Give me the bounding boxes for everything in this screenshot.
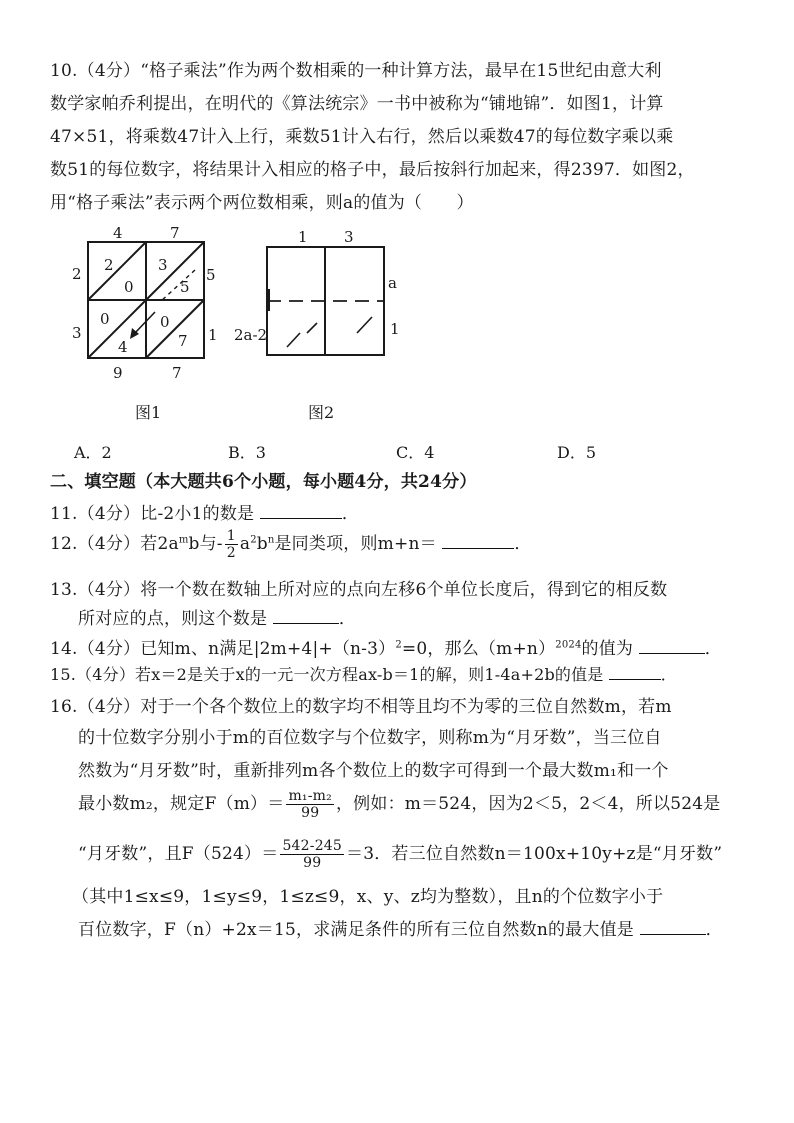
q10-text-line1: 10.（4分）“格子乘法”作为两个数相乘的一种计算方法，最早在15世纪由意大利 — [50, 61, 662, 81]
q16-text-line4-pre: 最小数m₂，规定F（m）＝ — [78, 794, 285, 814]
q16-line5 — [78, 838, 722, 871]
q16-formula-fraction: $\frac{\text{m₁-m₂}}{99}$ — [288, 788, 332, 821]
q16-text-line5-pre: “月牙数”，且F（524）＝ — [78, 844, 279, 864]
q12-text-mid1: b与- — [188, 534, 223, 554]
q11-answer-blank — [260, 504, 342, 519]
q16-example-fraction: $\frac{542-245}{99}$ — [282, 838, 343, 871]
fig1-cell-3: 3 — [158, 256, 168, 274]
q12-exp-n: n — [267, 534, 275, 546]
q11: 11.（4分）比-2小1的数是 ． — [50, 504, 360, 524]
figure-1-lattice — [60, 222, 230, 387]
q14-text-mid: =0，那么（m+n） — [401, 639, 556, 659]
fig1-top-4: 4 — [113, 224, 123, 242]
fig1-cell-0c: 0 — [160, 313, 170, 331]
q12-text-mid3: b — [256, 534, 268, 554]
fig2-diagonal-stroke-3 — [357, 317, 372, 333]
q10-text-line4: 数51的每位数字，将结果计入相应的格子中，最后按斜行加起来，得2397．如图2， — [50, 160, 695, 180]
fig2-left-2a-2: 2a-2 — [234, 326, 268, 344]
q13-line2: 所对应的点，则这个数是 ． — [78, 609, 357, 629]
fig2-right-a: a — [388, 274, 397, 292]
q12: 12.（4分）若$2a^mb$与- $\frac{1}{2}$ $a^2b^n$是同类项，则m+n＝ ． — [50, 528, 532, 561]
option-b: B．3 — [228, 443, 266, 462]
option-a: A．2 — [74, 443, 112, 462]
q12-text-mid2: a — [239, 534, 251, 554]
q10-text-line3: 47×51，将乘数47计入上行，乘数51计入右行，然后以乘数47的每位数字乘以乘 — [50, 127, 674, 147]
fig1-left-3: 3 — [72, 324, 82, 342]
q15: 15.（4分）若x＝2是关于x的一元一次方程ax-b＝1的解，则1-4a+2b的值是 ． — [50, 665, 677, 684]
q14-exp-2024: 2024 — [555, 639, 582, 651]
q12-answer-blank — [442, 534, 514, 549]
q16-text-line3: 然数为“月牙数”时，重新排列m各个数位上的数字可得到一个最大数m₁和一个 — [78, 761, 669, 781]
figure-2-caption: 图2 — [308, 403, 335, 422]
q10-text-line2: 数学家帕乔利提出，在明代的《算法统宗》一书中被称为“铺地锦”．如图1，计算 — [50, 94, 664, 114]
fig2-top-3: 3 — [344, 228, 354, 246]
fig1-cell-0b: 0 — [100, 310, 110, 328]
option-c: C．4 — [396, 443, 435, 462]
fig1-right-1: 1 — [208, 326, 218, 344]
q12-text-pre: 12.（4分）若2a — [50, 534, 179, 554]
q16-text-line7: 百位数字，F（n）+2x＝15，求满足条件的所有三位自然数n的最大值是 — [78, 920, 634, 940]
fig1-bottom-7: 7 — [172, 364, 182, 382]
fig1-right-5: 5 — [206, 266, 216, 284]
q16-text-line2: 的十位数字分别小于m的百位数字与个位数字，则称m为“月牙数”，当三位自 — [78, 728, 662, 748]
fig2-diagonal-stroke-2 — [307, 323, 317, 333]
fig2-diagonal-stroke-1 — [287, 333, 300, 347]
option-d: D．5 — [557, 443, 597, 462]
q13-text-line2: 所对应的点，则这个数是 — [78, 609, 268, 629]
diagonal-dashed-arrow — [160, 270, 195, 302]
q13-text-line1: 13.（4分）将一个数在数轴上所对应的点向左移6个单位长度后，得到它的相反数 — [50, 580, 668, 600]
fig1-cell-0a: 0 — [124, 278, 134, 296]
q16-text-line4-post: ，例如：m＝524，因为2＜5，2＜4，所以524是 — [335, 794, 721, 814]
q11-text: 11.（4分）比-2小1的数是 — [50, 504, 255, 524]
q16-text-line5-post: ＝3．若三位自然数n＝100x+10y+z是“月牙数” — [346, 844, 723, 864]
fig1-cell-4: 4 — [118, 338, 128, 356]
diagonal-arrow-line — [134, 312, 155, 334]
section-2-heading: 二、填空题（本大题共6个小题，每小题4分，共24分） — [50, 472, 477, 492]
fig1-top-7: 7 — [170, 224, 180, 242]
q16-text-line6: （其中1≤x≤9，1≤y≤9，1≤z≤9，x、y、z均为整数），且n的个位数字小于 — [72, 887, 664, 907]
q14-answer-blank — [639, 639, 705, 654]
q13-answer-blank — [273, 609, 339, 624]
q14-exp-2: 2 — [395, 639, 402, 651]
fig1-left-2: 2 — [72, 265, 82, 283]
q12-exp-m: m — [178, 534, 189, 546]
q15-text: 15.（4分）若x＝2是关于x的一元一次方程ax-b＝1的解，则1-4a+2b的值是 — [50, 665, 604, 684]
q12-text-post: 是同类项，则m+n＝ — [274, 534, 437, 554]
fig1-bottom-9: 9 — [113, 364, 123, 382]
q10-text-line5: 用“格子乘法”表示两个两位数相乘，则a的值为（ ） — [50, 193, 474, 213]
q16-text-line1: 16.（4分）对于一个各个数位上的数字均不相等且均不为零的三位自然数m，若m — [50, 697, 672, 717]
q14-text-post: 的值为 — [581, 639, 634, 659]
figure-2-lattice — [232, 225, 412, 360]
q16-answer-blank — [640, 920, 706, 935]
fig1-cell-5: 5 — [180, 278, 190, 296]
fig1-cell-7: 7 — [178, 332, 188, 350]
fig2-right-1: 1 — [390, 320, 400, 338]
fig2-top-1: 1 — [298, 228, 308, 246]
q15-answer-blank — [609, 665, 661, 680]
q12-exp-2: 2 — [250, 534, 257, 546]
figure-1-caption: 图1 — [135, 403, 162, 422]
fig1-cell-2: 2 — [104, 256, 114, 274]
q14: 14.（4分）已知m、n满足$|2m+4|+(n-3)^2=0$，那么$(m+n)^{2024}$的值为 ． — [50, 639, 722, 659]
q16-line7: 百位数字，F（n）+2x＝15，求满足条件的所有三位自然数n的最大值是 ． — [78, 920, 723, 940]
q16-line4 — [78, 788, 720, 821]
q12-fraction: $\frac{1}{2}$ — [226, 528, 236, 561]
q14-text-pre: 14.（4分）已知m、n满足|2m+4|+（n-3） — [50, 639, 396, 659]
